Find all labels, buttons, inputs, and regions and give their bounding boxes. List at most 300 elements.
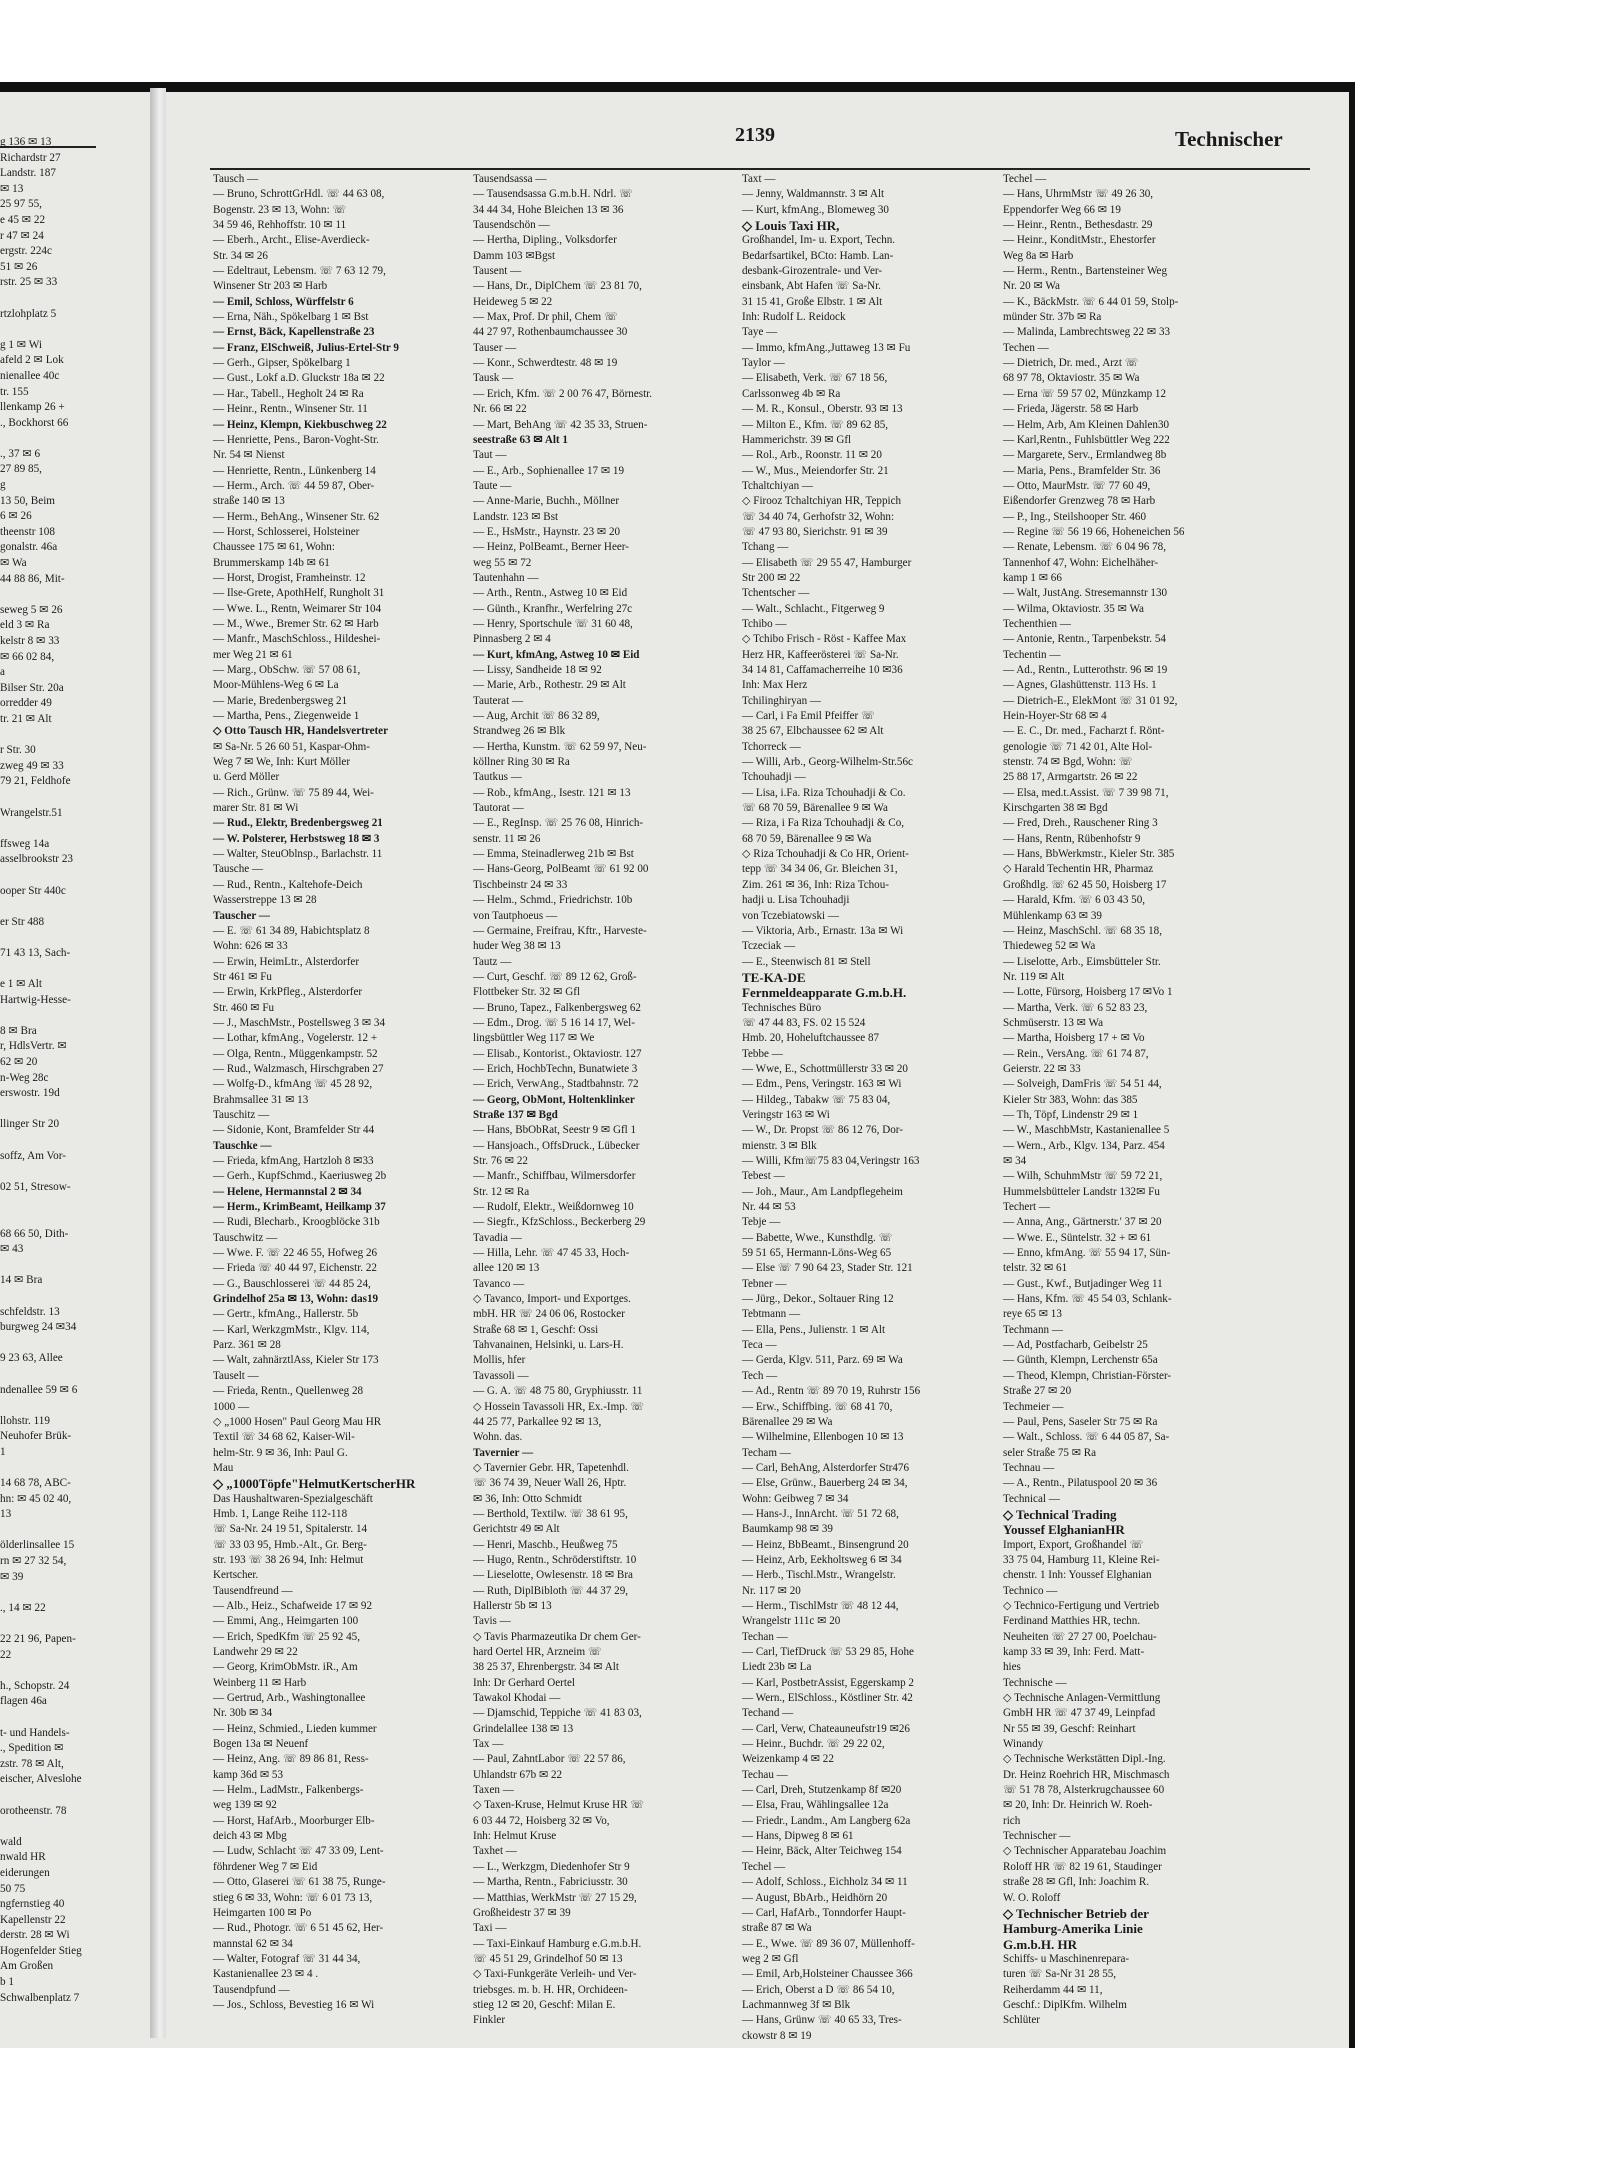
directory-line: Brahmsallee 31 ✉ 13 [213, 1093, 309, 1106]
directory-line: Tchibo — [742, 617, 787, 630]
directory-line: 38 25 67, Elbchaussee 62 ✉ Alt [742, 725, 884, 738]
directory-line: Tavanco — [473, 1277, 525, 1290]
left-fragment-line [0, 868, 152, 884]
directory-line: 31 15 41, Große Elbstr. 1 ✉ Alt [742, 295, 883, 308]
directory-line: — E. C., Dr. med., Facharzt f. Rönt- [1003, 725, 1165, 738]
directory-line: Nr. 54 ✉ Nienst [213, 449, 285, 462]
directory-line: 68 97 78, Oktaviostr. 35 ✉ Wa [1003, 372, 1140, 385]
directory-line: — Lisa, i.Fa. Riza Tchouhadji & Co. [742, 786, 906, 799]
directory-line: Tebbe — [742, 1047, 783, 1060]
directory-line: — A., Rentn., Pilatuspool 20 ✉ 36 [1003, 1477, 1158, 1490]
directory-line: Straße 68 ✉ 1, Geschf: Ossi [473, 1323, 599, 1336]
directory-line: — Helm., LadMstr., Falkenbergs- [213, 1784, 364, 1797]
directory-line: mer Weg 21 ✉ 61 [213, 648, 293, 661]
directory-line: — Elsa, Frau, Wählingsallee 12a [742, 1799, 889, 1812]
directory-line: Tischbeinstr 24 ✉ 33 [473, 878, 568, 891]
directory-line: — Herm., KrimBeamt, Heilkamp 37 [213, 1201, 386, 1214]
directory-line: Kieler Str 383, Wohn: das 385 [1003, 1093, 1138, 1106]
directory-line: GmbH HR ☏ 47 37 49, Leinpfad [1003, 1707, 1156, 1720]
directory-line: Tauterat — [473, 694, 524, 707]
left-fragment-line [0, 1164, 152, 1180]
directory-line: Wrangelstr 111c ✉ 20 [742, 1615, 841, 1628]
directory-line: Techan — [742, 1630, 788, 1643]
directory-line: Str. 34 ✉ 26 [213, 249, 268, 262]
directory-line: Tax — [473, 1738, 504, 1751]
left-fragment-line: 71 43 13, Sach- [0, 946, 71, 959]
directory-line: — Else, Grünw., Bauerberg 24 ✉ 34, [742, 1477, 908, 1490]
directory-line: — Anna, Ang., Gärtnerstr.' 37 ✉ 20 [1003, 1216, 1162, 1229]
directory-line: — Ad., Rentn., Lutterothstr. 96 ✉ 19 [1003, 664, 1168, 676]
directory-line: — Walt, JustAng. Stresemannstr 130 [1003, 587, 1168, 600]
directory-line: ckowstr 8 ✉ 19 [742, 2029, 812, 2042]
directory-line: TE-KA-DE [742, 969, 806, 985]
directory-line: — Paul, ZahntLabor ☏ 22 57 86, [473, 1753, 626, 1766]
left-fragment-line: r Str. 30 [0, 744, 36, 757]
directory-line: — Wern., ElSchloss., Köstliner Str. 42 [742, 1692, 913, 1705]
directory-line: Tavernier — [473, 1446, 534, 1459]
left-fragment-line: 1 [0, 1445, 6, 1458]
directory-line: — Kurt, kfmAng., Blomeweg 30 [742, 203, 889, 216]
column-1 [213, 172, 475, 2011]
directory-line: Strandweg 26 ✉ Blk [473, 725, 566, 738]
directory-line: — Helm, Arb, Am Kleinen Dahlen30 [1003, 418, 1170, 431]
left-fragment-line: Richardstr 27 [0, 151, 61, 164]
directory-line: Baumkamp 98 ✉ 39 [742, 1523, 833, 1536]
directory-line: — Kurt, kfmAng, Astweg 10 ✉ Eid [473, 648, 640, 661]
directory-line: — Siegfr., KfzSchloss., Beckerberg 29 [473, 1216, 646, 1229]
directory-line: — Karl,Rentn., Fuhlsbüttler Weg 222 [1003, 433, 1170, 446]
directory-line: Tchouhadji — [742, 771, 806, 784]
directory-line: — Rud., Rentn., Kaltehofe-Deich [213, 878, 363, 891]
directory-line: Nr. 119 ✉ Alt [1003, 970, 1065, 983]
directory-line: Straße 27 ✉ 20 [1003, 1385, 1072, 1398]
left-fragment-line: e 45 ✉ 22 [0, 213, 46, 226]
column-3 [742, 172, 1004, 2042]
directory-line: Hmb. 1, Lange Reihe 112-118 [213, 1507, 348, 1520]
directory-line: — E., HsMstr., Haynstr. 23 ✉ 20 [473, 525, 621, 538]
directory-line: — Ludw, Schlacht ☏ 47 33 09, Lent- [213, 1845, 384, 1858]
directory-line: — Joh., Maur., Am Landpflegeheim [742, 1185, 903, 1198]
directory-line: Inh: Helmut Kruse [473, 1830, 557, 1843]
directory-line: — Hertha, Dipling., Volksdorfer [473, 234, 617, 247]
directory-line: stieg 12 ✉ 20, Geschf: Milan E. [473, 1998, 616, 2011]
left-fragment-line: 13 [0, 1508, 12, 1521]
directory-line: Tautorat — [473, 802, 524, 815]
directory-line: ◇ Taxi-Funkgeräte Verleih- und Ver- [473, 1968, 637, 1981]
directory-line: Parz. 361 ✉ 28 [213, 1339, 281, 1352]
directory-line: ◇ Technical Trading [1003, 1506, 1117, 1522]
left-fragment-line [0, 587, 152, 603]
directory-line: Taxen — [473, 1784, 514, 1797]
directory-line: — Manfr., MaschSchloss., Hildeshei- [213, 633, 381, 646]
directory-line: Pinnasberg 2 ✉ 4 [473, 633, 551, 646]
directory-line: Inh: Max Herz [742, 679, 808, 692]
directory-line: mienstr. 3 ✉ Blk [742, 1139, 817, 1152]
directory-line: Textil ☏ 34 68 62, Kaiser-Wil- [213, 1431, 355, 1444]
directory-line: Tebtmann — [742, 1308, 801, 1321]
directory-line: — Else ☏ 7 90 64 23, Stader Str. 121 [742, 1262, 913, 1275]
directory-line: ◇ Technische Anlagen-Vermittlung [1003, 1692, 1161, 1705]
left-fragment-line: e 1 ✉ Alt [0, 978, 43, 991]
directory-line: Kertscher. [213, 1569, 259, 1582]
directory-line: Tauschitz — [213, 1108, 270, 1121]
left-fragment-line: 6 ✉ 26 [0, 510, 32, 523]
directory-line: Tchang — [742, 541, 789, 554]
left-fragment-line: Bilser Str. 20a [0, 681, 64, 694]
left-fragment-line: ., 37 ✉ 6 [0, 447, 41, 460]
directory-line: Str. 460 ✉ Fu [213, 1001, 275, 1014]
directory-line: weg 139 ✉ 92 [213, 1799, 277, 1812]
left-fragment-line: er Str 488 [0, 915, 45, 928]
directory-line: Reiherdamm 44 ✉ 11, [1003, 1983, 1103, 1996]
directory-line: Tauselt — [213, 1369, 259, 1382]
directory-line: — Harald, Kfm. ☏ 6 03 43 50, [1003, 894, 1146, 907]
directory-line: — Willi, Arb., Georg-Wilhelm-Str.56c [742, 756, 913, 769]
directory-line: Techen — [1003, 341, 1049, 354]
directory-line: Geierstr. 22 ✉ 33 [1003, 1062, 1081, 1075]
left-fragment-line: 8 ✉ Bra [0, 1024, 37, 1037]
directory-line: 25 88 17, Armgartstr. 26 ✉ 22 [1003, 771, 1138, 784]
directory-line: — Elisabeth ☏ 29 55 47, Hamburger [742, 556, 912, 569]
directory-line: — W., MaschbMstr, Kastanienallee 5 [1003, 1124, 1170, 1137]
directory-line: senstr. 11 ✉ 26 [473, 832, 541, 845]
directory-line: Wohn. das. [473, 1431, 523, 1444]
directory-line: Ferdinand Matthies HR, techn. [1003, 1615, 1141, 1628]
directory-line: — Germaine, Freifrau, Kftr., Harveste- [473, 924, 647, 937]
directory-line: — Emma, Steinadlerweg 21b ✉ Bst [473, 848, 634, 861]
directory-line: weg 2 ✉ Gfl [742, 1952, 799, 1965]
left-fragment-line: b 1 [0, 1976, 14, 1989]
left-fragment-line [0, 790, 152, 806]
directory-line: — Frieda ☏ 40 44 97, Eichenstr. 22 [213, 1262, 377, 1275]
directory-line: straße 87 ✉ Wa [742, 1922, 812, 1935]
left-fragment-line: ✉ 66 02 84, [0, 650, 55, 663]
directory-line: Veringstr 163 ✉ Wi [742, 1108, 830, 1121]
directory-line: — J., MaschMstr., Postellsweg 3 ✉ 34 [213, 1016, 386, 1029]
directory-line: — Karl, PostbetrAssist, Eggerskamp 2 [742, 1676, 914, 1689]
directory-line: — Anne-Marie, Buchh., Möllner [473, 495, 620, 508]
directory-line: Technische — [1003, 1676, 1067, 1689]
directory-line: Str. 12 ✉ Ra [473, 1185, 530, 1198]
directory-line: — Wilh, SchuhmMstr ☏ 59 72 21, [1003, 1170, 1163, 1183]
directory-line: — Erna, Näh., Spökelbarg 1 ✉ Bst [213, 311, 369, 324]
left-fragment-line: zstr. 78 ✉ Alt, [0, 1757, 64, 1770]
directory-line: — Babette, Wwe., Kunsthdlg. ☏ [742, 1231, 893, 1244]
directory-line: 44 25 77, Parkallee 92 ✉ 13, [473, 1415, 602, 1428]
directory-line: — Erwin, KrkPfleg., Alsterdorfer [213, 986, 363, 999]
directory-line: von Tczebiatowski — [742, 909, 839, 922]
directory-line: — Erna ☏ 59 57 02, Münzkamp 12 [1003, 387, 1166, 400]
directory-line: weg 55 ✉ 72 [473, 556, 532, 569]
directory-line: — Rud., Elektr, Bredenbergsweg 21 [213, 817, 383, 830]
left-fragment-line [0, 1133, 152, 1149]
directory-line: ◇ Riza Tchouhadji & Co HR, Orient- [742, 848, 909, 861]
left-fragment-line: h., Schopstr. 24 [0, 1679, 70, 1692]
left-fragment-line [0, 1819, 152, 1835]
directory-line: Youssef ElghanianHR [1003, 1522, 1125, 1538]
directory-line: Inh: Dr Gerhard Oertel [473, 1676, 575, 1689]
directory-line: ☏ 47 93 80, Sierichstr. 91 ✉ 39 [742, 525, 888, 538]
left-fragment-line: ., Bockhorst 66 [0, 416, 69, 429]
directory-line: Techam — [742, 1446, 791, 1459]
left-fragment-line: t- und Handels- [0, 1726, 70, 1739]
directory-line: ◇ Otto Tausch HR, Handelsvertreter [213, 725, 389, 738]
left-fragment-line: zweg 49 ✉ 33 [0, 759, 64, 772]
directory-line: — Herm., Rentn., Bartensteiner Weg [1003, 265, 1168, 278]
directory-line: Technisches Büro [742, 1001, 822, 1014]
directory-line: Techel — [1003, 173, 1047, 185]
left-fragment-line: theenstr 108 [0, 525, 55, 538]
left-fragment-line: Kapellenstr 22 [0, 1913, 66, 1926]
directory-line: hadji u. Lisa Tchouhadji [742, 894, 850, 907]
directory-line: ◇ Firooz Tchaltchiyan HR, Teppich [742, 495, 902, 508]
left-fragment-line: 9 23 63, Allee [0, 1352, 63, 1365]
directory-line: ◇ Technischer Betrieb der [1003, 1905, 1149, 1921]
left-fragment-line: ✉ Wa [0, 557, 27, 570]
directory-line: Moor-Mühlens-Weg 6 ✉ La [213, 679, 339, 692]
left-fragment-line [0, 1585, 152, 1601]
directory-line: — Paul, Pens, Saseler Str 75 ✉ Ra [1003, 1415, 1158, 1428]
left-fragment-line: afeld 2 ✉ Lok [0, 354, 64, 367]
directory-line: — Hans, Dipweg 8 ✉ 61 [742, 1830, 854, 1843]
left-fragment-line: 13 50, Beim [0, 494, 56, 507]
running-head: Technischer [1175, 127, 1283, 151]
left-fragment-line [0, 1616, 152, 1632]
directory-line: — Henriette, Pens., Baron-Voght-Str. [213, 433, 379, 446]
directory-line: Tebner — [742, 1277, 787, 1290]
directory-line: — Ella, Pens., Julienstr. 1 ✉ Alt [742, 1323, 886, 1336]
directory-line: Eppendorfer Weg 66 ✉ 19 [1003, 203, 1121, 216]
directory-line: — Emil, Arb,Holsteiner Chaussee 366 [742, 1968, 913, 1981]
directory-line: 34 59 46, Rehhoffstr. 10 ✉ 11 [213, 219, 347, 232]
page-number: 2139 [735, 124, 775, 146]
directory-line: — Ernst, Bäck, Kapellenstraße 23 [213, 326, 375, 339]
directory-line: Tavis — [473, 1615, 511, 1628]
directory-line: Nr. 20 ✉ Wa [1003, 280, 1060, 293]
left-fragment-line: g 136 ✉ 13 [0, 136, 52, 148]
left-fragment-line: 51 ✉ 26 [0, 260, 38, 273]
directory-line: Heimgarten 100 ✉ Po [213, 1906, 312, 1919]
directory-line: ☏ 34 40 74, Gerhofstr 32, Wohn: [742, 510, 895, 523]
left-fragment-line: soffz, Am Vor- [0, 1149, 66, 1162]
left-fragment-line: 14 68 78, ABC- [0, 1477, 71, 1490]
directory-line: — Martha, Rentn., Fabriciusstr. 30 [473, 1876, 628, 1889]
left-fragment-line: tr. 155 [0, 385, 29, 398]
directory-line: — G. A. ☏ 48 75 80, Gryphiusstr. 11 [473, 1385, 643, 1398]
directory-line: ◇ Tchibo Frisch - Röst - Kaffee Max [742, 633, 907, 646]
directory-line: seler Straße 75 ✉ Ra [1003, 1446, 1097, 1459]
directory-line: chenstr. 1 Inh: Youssef Elghanian [1003, 1569, 1152, 1582]
directory-line: — Eberh., Archt., Elise-Averdieck- [213, 234, 370, 247]
left-fragment-line [0, 291, 152, 307]
directory-line: Tawakol Khodai — [473, 1692, 561, 1705]
directory-line: ☏ 36 74 39, Neuer Wall 26, Hptr. [473, 1477, 627, 1490]
directory-line: Hein-Hoyer-Str 68 ✉ 4 [1003, 710, 1107, 723]
directory-line: — Antonie, Rentn., Tarpenbekstr. 54 [1003, 633, 1166, 646]
directory-line: — Hilla, Lehr. ☏ 47 45 33, Hoch- [473, 1247, 630, 1260]
left-fragment-line: 25 97 55, [0, 198, 42, 211]
left-fragment-line: Wrangelstr.51 [0, 806, 63, 819]
directory-line: Technischer — [1003, 1830, 1071, 1843]
directory-line: — Djamschid, Teppiche ☏ 41 83 03, [473, 1707, 642, 1720]
directory-line: Tausendsassa — [473, 173, 547, 185]
directory-line: — Berthold, Textilw. ☏ 38 61 95, [473, 1507, 628, 1520]
directory-line: — E., Steenwisch 81 ✉ Stell [742, 955, 871, 968]
left-fragment-line: schfeldstr. 13 [0, 1305, 60, 1318]
directory-line: — Renate, Lebensm. ☏ 6 04 96 78, [1003, 541, 1166, 554]
directory-line: deich 43 ✉ Mbg [213, 1830, 287, 1843]
directory-line: — Hildeg., Tabakw ☏ 75 83 04, [742, 1093, 891, 1106]
directory-line: — Heinr., Buchdr. ☏ 29 22 02, [742, 1738, 885, 1751]
directory-line: — Enno, kfmAng. ☏ 55 94 17, Sün- [1003, 1247, 1171, 1260]
directory-line: Chaussee 175 ✉ 61, Wohn: [213, 541, 335, 554]
directory-line: Hallerstr 5b ✉ 13 [473, 1599, 552, 1612]
directory-line: — Erich, SpedKfm ☏ 25 92 45, [213, 1630, 360, 1643]
left-fragment-line: g [0, 479, 6, 492]
left-fragment-line [0, 899, 152, 915]
directory-line: Tautenhahn — [473, 571, 539, 584]
directory-line: Teca — [742, 1339, 777, 1352]
directory-line: — Taxi-Einkauf Hamburg e.G.m.b.H. [473, 1937, 642, 1950]
directory-line: Großhdlg. ☏ 62 45 50, Hoisberg 17 [1003, 878, 1167, 891]
column-2 [473, 172, 735, 2027]
directory-line: 59 51 65, Hermann-Löns-Weg 65 [742, 1247, 892, 1260]
left-fragment-line: llinger Str 20 [0, 1118, 60, 1131]
directory-line: — Matthias, WerkMstr ☏ 27 15 29, [473, 1891, 637, 1904]
directory-line: Techau — [742, 1768, 788, 1781]
directory-line: Straße 137 ✉ Bgd [473, 1108, 558, 1121]
directory-line: — Herb., Tischl.Mstr., Wrangelstr. [742, 1569, 896, 1582]
directory-line: — Georg, KrimObMstr. iR., Am [213, 1661, 358, 1674]
directory-line: Tebest — [742, 1170, 785, 1183]
directory-line: Tchentscher — [742, 587, 810, 600]
directory-line: — Wwe, E., Schottmüllerstr 33 ✉ 20 [742, 1062, 908, 1075]
directory-line: Gerichtstr 49 ✉ Alt [473, 1523, 560, 1536]
directory-line: — W., Mus., Meiendorfer Str. 21 [742, 464, 889, 477]
directory-line: Taute — [473, 479, 512, 492]
left-fragment-line [0, 1211, 152, 1227]
directory-line: köllner Ring 30 ✉ Ra [473, 756, 570, 769]
directory-line: — Theod, Klempn, Christian-Förster- [1003, 1369, 1172, 1382]
left-fragment-line: Landstr. 187 [0, 167, 56, 180]
directory-line: Schiffs- u Maschinenrepara- [1003, 1952, 1130, 1965]
directory-line: — Henri, Maschb., Heußweg 75 [473, 1538, 618, 1551]
directory-line: — Hans, Rentn, Rübenhofstr 9 [1003, 832, 1141, 845]
left-fragment-line: ndenallee 59 ✉ 6 [0, 1383, 78, 1396]
directory-line: — Agnes, Glashüttenstr. 113 Hs. 1 [1003, 679, 1157, 692]
directory-line: Weg 7 ✉ We, Inh: Kurt Möller [213, 756, 351, 769]
left-fragment-line: 62 ✉ 20 [0, 1056, 38, 1069]
left-fragment-line: nwald HR [0, 1851, 46, 1864]
directory-line: — August, BbArb., Heidhörn 20 [742, 1891, 888, 1904]
left-fragment-line [0, 961, 152, 977]
directory-line: ✉ 34 [1003, 1155, 1027, 1167]
directory-line: huder Weg 38 ✉ 13 [473, 940, 561, 953]
directory-line: ◇ Tavis Pharmazeutika Dr chem Ger- [473, 1630, 641, 1643]
directory-line: Taylor — [742, 357, 785, 370]
left-fragment-line: 14 ✉ Bra [0, 1274, 43, 1287]
directory-line: — Henry, Sportschule ☏ 31 60 48, [473, 617, 633, 630]
directory-line: — Rol., Arb., Roonstr. 11 ✉ 20 [742, 449, 882, 462]
directory-line: str. 193 ☏ 38 26 94, Inh: Helmut [213, 1553, 364, 1566]
directory-line: — Erw., Schiffbing. ☏ 68 41 70, [742, 1400, 893, 1413]
directory-line: lingsbüttler Weg 117 ✉ We [473, 1032, 595, 1045]
left-fragment-line [0, 728, 152, 744]
directory-line: einsbank, Abt Hafen ☏ Sa-Nr. [742, 280, 881, 293]
directory-line: Wohn: Geibweg 7 ✉ 34 [742, 1492, 849, 1505]
directory-line: Str 200 ✉ 22 [742, 571, 801, 584]
left-fragment-line [0, 930, 152, 946]
directory-line: Neuheiten ☏ 27 27 00, Poelchau- [1003, 1630, 1157, 1643]
directory-line: allee 120 ✉ 13 [473, 1262, 540, 1275]
left-fragment-line: rn ✉ 27 32 54, [0, 1555, 67, 1568]
left-fragment-line: wald [0, 1835, 22, 1848]
directory-line: — Erich, HochbTechn, Bunatwiete 3 [473, 1062, 638, 1075]
directory-line: — Jürg., Dekor., Soltauer Ring 12 [742, 1293, 894, 1306]
left-fragment-line [0, 1460, 152, 1476]
directory-line: Bedarfsartikel, BCto: Hamb. Lan- [742, 249, 894, 262]
directory-line: föhrdener Weg 7 ✉ Eid [213, 1860, 318, 1873]
directory-line: — Olga, Rentn., Müggenkampstr. 52 [213, 1047, 378, 1060]
directory-line: Thiedeweg 52 ✉ Wa [1003, 940, 1096, 953]
directory-line: — Erich, VerwAng., Stadtbahnstr. 72 [473, 1078, 639, 1091]
left-fragment-line: llohstr. 119 [0, 1414, 50, 1427]
directory-line: Nr 55 ✉ 39, Geschf: Reinhart [1003, 1722, 1136, 1735]
directory-line: — Riza, i Fa Riza Tchouhadji & Co, [742, 817, 905, 830]
directory-line: — Dietrich, Dr. med., Arzt ☏ [1003, 357, 1139, 370]
directory-line: 34 44 34, Hohe Bleichen 13 ✉ 36 [473, 203, 624, 216]
directory-line: Zim. 261 ✉ 36, Inh: Riza Tchou- [742, 878, 889, 891]
directory-line: — Horst, HafArb., Moorburger Elb- [213, 1814, 375, 1827]
left-fragment-line [0, 1195, 152, 1211]
directory-line: tepp ☏ 34 34 06, Gr. Bleichen 31, [742, 863, 898, 876]
directory-line: Str. 76 ✉ 22 [473, 1155, 528, 1167]
directory-line: G.m.b.H. HR [1003, 1936, 1078, 1952]
directory-line: 68 70 59, Bärenallee 9 ✉ Wa [742, 832, 872, 845]
directory-line: — Heinr., Rentn., Bethesdastr. 29 [1003, 219, 1153, 232]
directory-line: Import, Export, Großhandel ☏ [1003, 1538, 1144, 1551]
directory-line: Tebje — [742, 1216, 781, 1229]
directory-line: Techand — [742, 1707, 794, 1720]
directory-line: Taye — [742, 326, 778, 339]
directory-line: — Elisab., Kontorist., Oktaviostr. 127 [473, 1047, 642, 1060]
directory-line: ◇ Technico-Fertigung und Vertrieb [1003, 1599, 1160, 1612]
left-fragment-line [0, 1008, 152, 1024]
left-fragment-line: ., 14 ✉ 22 [0, 1601, 46, 1614]
directory-line: — Otto, MaurMstr. ☏ 77 60 49, [1003, 479, 1151, 492]
directory-line: mbH. HR ☏ 24 06 06, Rostocker [473, 1308, 625, 1321]
directory-line: ✉ 20, Inh: Dr. Heinrich W. Roeh- [1003, 1799, 1153, 1812]
left-fragment-line: kelstr 8 ✉ 33 [0, 635, 60, 647]
directory-line: — Friedr., Landm., Am Langberg 62a [742, 1814, 911, 1827]
directory-line: Herz HR, Kaffeerösterei ☏ Sa-Nr. [742, 648, 899, 661]
directory-line: — Lothar, kfmAng., Vogelerstr. 12 + [213, 1032, 378, 1045]
directory-line: Techenthien — [1003, 617, 1071, 630]
directory-line: Tausk — [473, 372, 514, 385]
directory-line: — Edm., Drog. ☏ 5 16 14 17, Wel- [473, 1016, 635, 1029]
left-fragment-line [0, 1102, 152, 1118]
directory-line: Landstr. 123 ✉ Bst [473, 510, 559, 523]
directory-line: Hamburg-Amerika Linie [1003, 1921, 1143, 1937]
directory-line: — Rud., Walzmasch, Hirschgraben 27 [213, 1062, 384, 1075]
directory-line: — Jenny, Waldmannstr. 3 ✉ Alt [742, 188, 885, 201]
directory-line: marer Str. 81 ✉ Wi [213, 802, 299, 815]
directory-line: 1000 — [213, 1400, 250, 1413]
left-fragment-line: flagen 46a [0, 1695, 47, 1708]
left-fragment-line: Schwalbenplatz 7 [0, 1991, 80, 2004]
directory-line: — Dietrich-E., ElekMont ☏ 31 01 92, [1003, 694, 1178, 707]
left-fragment-line: eld 3 ✉ Ra [0, 619, 50, 632]
